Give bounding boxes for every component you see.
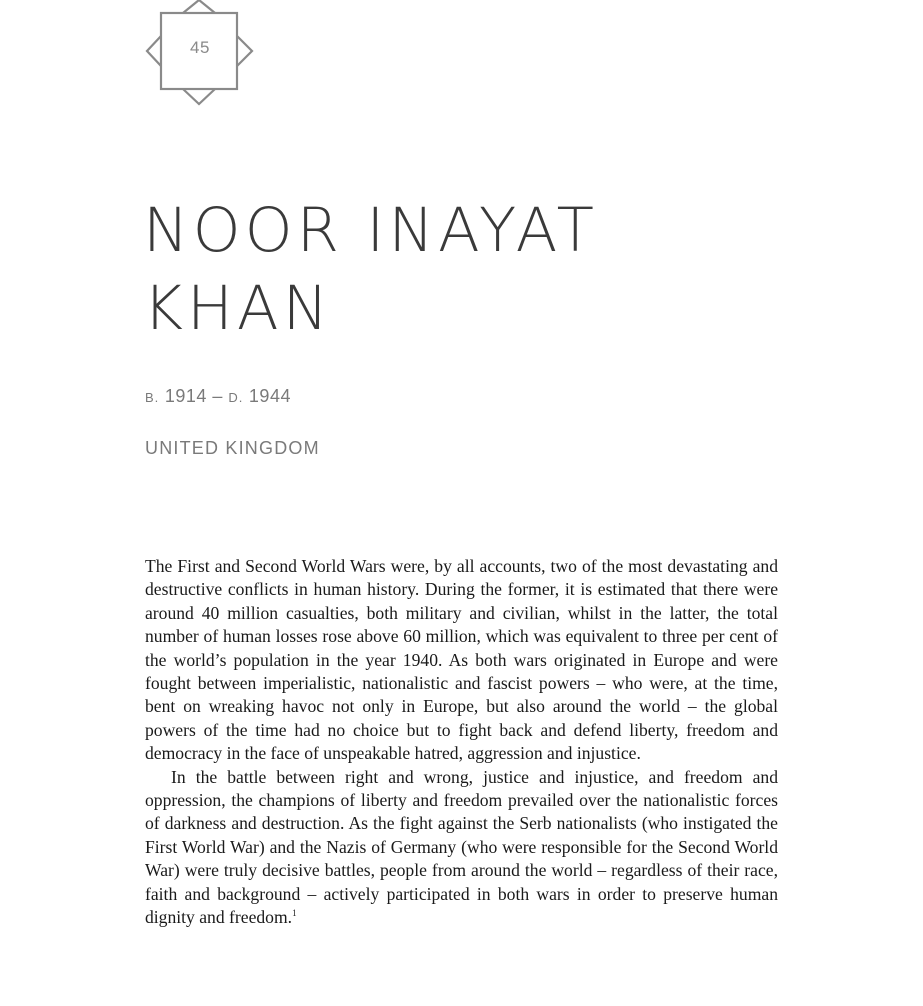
paragraph-2-text: In the battle between right and wrong, justice and injustice, and freedom and oppression, the champions of liberty and freedom prevailed over the nationalistic forces of darkness and destruction. As the fight against the Serb nationalists (who instigated the First World War) and the Nazis of Germany (who were responsible for the Second World War) were truly decisive battles, people from around the world – regardless of their race, faith and background – actively participated in both wars in order to preserve human dignity and freedom. bbox=[145, 766, 778, 928]
footnote-marker: 1 bbox=[292, 908, 297, 919]
death-year: 1944 bbox=[248, 386, 291, 406]
death-label: D. bbox=[228, 390, 244, 405]
date-dash: – bbox=[212, 386, 223, 406]
paragraph-1: The First and Second World Wars were, by all accounts, two of the most devastating and destructive conflicts in human history. During the former, it is estimated that there were around 40 million casualties, both military and civilian, whilst in the latter, the total number of human losses rose above 60 million, which was equivalent to three per cent of the world’s population in the year 1940. As both wars originated in Europe and were fought between imperialistic, nationalistic and fascist powers – who were, at the time, bent on wreaking havoc not only in Europe, but also around the world – the global powers of the time had no choice but to fight back and defend liberty, freedom and democracy in the face of unspeakable hatred, aggression and injustice. bbox=[145, 556, 778, 764]
body-text bbox=[145, 555, 778, 930]
birth-year: 1914 bbox=[164, 386, 207, 406]
life-dates bbox=[145, 386, 291, 407]
paragraph-2 bbox=[145, 766, 778, 930]
chapter-title-line-2: KHAN bbox=[143, 273, 333, 344]
chapter-title-line-1: NOOR INAYAT bbox=[143, 195, 598, 266]
birth-label: B. bbox=[145, 390, 160, 405]
chapter-title bbox=[143, 192, 843, 348]
page-number: 45 bbox=[190, 38, 210, 57]
page-number-badge bbox=[145, 0, 255, 108]
country-label: UNITED KINGDOM bbox=[145, 438, 320, 458]
